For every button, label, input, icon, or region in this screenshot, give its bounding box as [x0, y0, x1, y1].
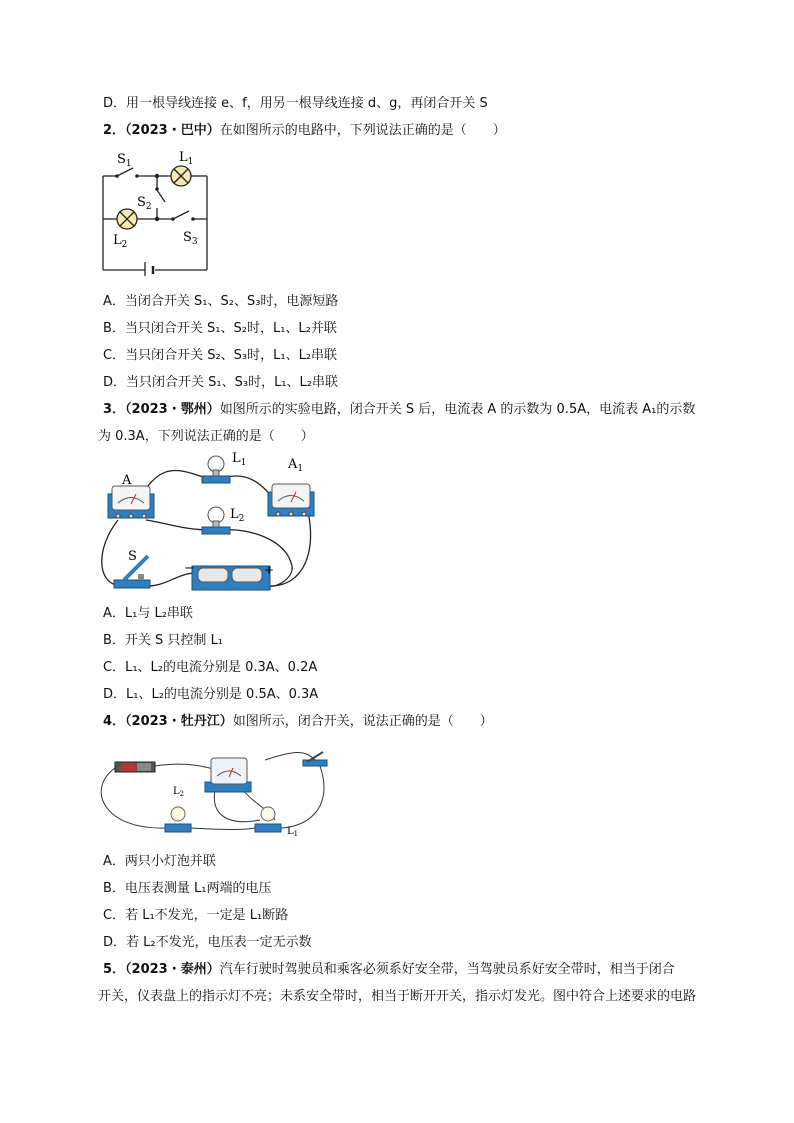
- label-s3: $S_3$: [183, 230, 198, 247]
- label-switch-s: S: [128, 549, 137, 564]
- q3-option-d: D．L₁、L₂的电流分别是 0.5A、0.3A: [103, 687, 319, 702]
- q2-option-c: C．当只闭合开关 S₂、S₃时，L₁、L₂串联: [103, 348, 338, 363]
- question-text: 在如图所示的电路中，下列说法正确的是（ ）: [219, 123, 506, 138]
- question-text: 如图所示，闭合开关，说法正确的是（ ）: [232, 714, 493, 729]
- question-number: 4．: [103, 714, 126, 729]
- label-battery-plus: +: [264, 563, 275, 577]
- q2-option-b: B．当只闭合开关 S₁、S₂时，L₁、L₂并联: [103, 321, 337, 336]
- q3-stem-line1: [103, 401, 695, 419]
- q5-stem-line1: [103, 961, 675, 979]
- ammeter-a-picture: [108, 486, 154, 518]
- question-number: 2．: [103, 123, 126, 138]
- question-text: 汽车行驶时驾驶员和乘客必须系好安全带，当驾驶员系好安全带时，相当于闭合: [219, 962, 675, 977]
- q4-option-d: D．若 L₂不发光，电压表一定无示数: [103, 935, 312, 950]
- question-source: （2023・鄂州）: [125, 402, 220, 417]
- lamp-l1-symbol: [171, 166, 191, 186]
- label-ammeter-a: A: [122, 473, 132, 488]
- q4-option-b: B．电压表测量 L₁两端的电压: [103, 881, 272, 896]
- label-l2: $L_2$: [113, 233, 128, 250]
- q3-option-b: B．开关 S 只控制 L₁: [103, 633, 224, 648]
- label-bulb-l1: $L_1$: [232, 451, 247, 468]
- question-source: （2023・泰州）: [125, 962, 220, 977]
- q2-option-a: A．当闭合开关 S₁、S₂、S₃时，电源短路: [103, 294, 339, 309]
- label-l1: $L_1$: [179, 150, 194, 167]
- question-text: 如图所示的实验电路，闭合开关 S 后，电流表 A 的示数为 0.5A，电流表 A₁的示数: [219, 402, 696, 417]
- q4-circuit-picture: [95, 730, 335, 840]
- label-s1: $S_1$: [117, 152, 132, 169]
- bulb-l2-picture: [165, 807, 191, 832]
- q4-option-c: C．若 L₁不发光，一定是 L₁断路: [103, 908, 289, 923]
- q3-stem-line2: 为 0.3A，下列说法正确的是（ ）: [98, 429, 314, 444]
- q3-circuit-picture: [96, 448, 326, 598]
- q2-stem: [103, 122, 506, 140]
- label-battery-minus: −: [184, 561, 195, 576]
- q4-option-a: A．两只小灯泡并联: [103, 854, 216, 869]
- ammeter-a1-picture: [268, 484, 314, 516]
- lamp-l2-symbol: [117, 209, 137, 229]
- label-bulb-l2: $L_2$: [230, 507, 245, 524]
- q1-option-d: D．用一根导线连接 e、f，用另一根导线连接 d、g，再闭合开关 S: [103, 96, 488, 111]
- bulb-l1-picture: [202, 456, 230, 483]
- question-source: （2023・巴中）: [125, 123, 220, 138]
- q2-circuit-diagram: [95, 146, 225, 276]
- question-source: （2023・牡丹江）: [125, 714, 233, 729]
- q3-option-c: C．L₁、L₂的电流分别是 0.3A、0.2A: [103, 660, 318, 675]
- q5-stem-line2: 开关，仪表盘上的指示灯不亮；未系安全带时，相当于断开开关，指示灯发光。图中符合上述要求的电路: [98, 989, 697, 1004]
- label-ammeter-a1: $A_1$: [288, 457, 304, 474]
- bulb-l2-picture: [202, 507, 230, 534]
- q4-stem: [103, 713, 493, 731]
- question-number: 5．: [103, 962, 126, 977]
- label-bulb-l1: $L_1$: [287, 826, 299, 838]
- bulb-l1-picture: [255, 807, 281, 832]
- label-s2: $S_2$: [137, 195, 152, 212]
- voltmeter-picture: [205, 758, 251, 792]
- question-number: 3．: [103, 402, 126, 417]
- label-bulb-l2: $L_2$: [173, 786, 185, 798]
- battery-holder-picture: [192, 566, 270, 590]
- q2-option-d: D．当只闭合开关 S₁、S₃时，L₁、L₂串联: [103, 375, 338, 390]
- battery-picture: [115, 762, 155, 772]
- q3-option-a: A．L₁与 L₂串联: [103, 606, 193, 621]
